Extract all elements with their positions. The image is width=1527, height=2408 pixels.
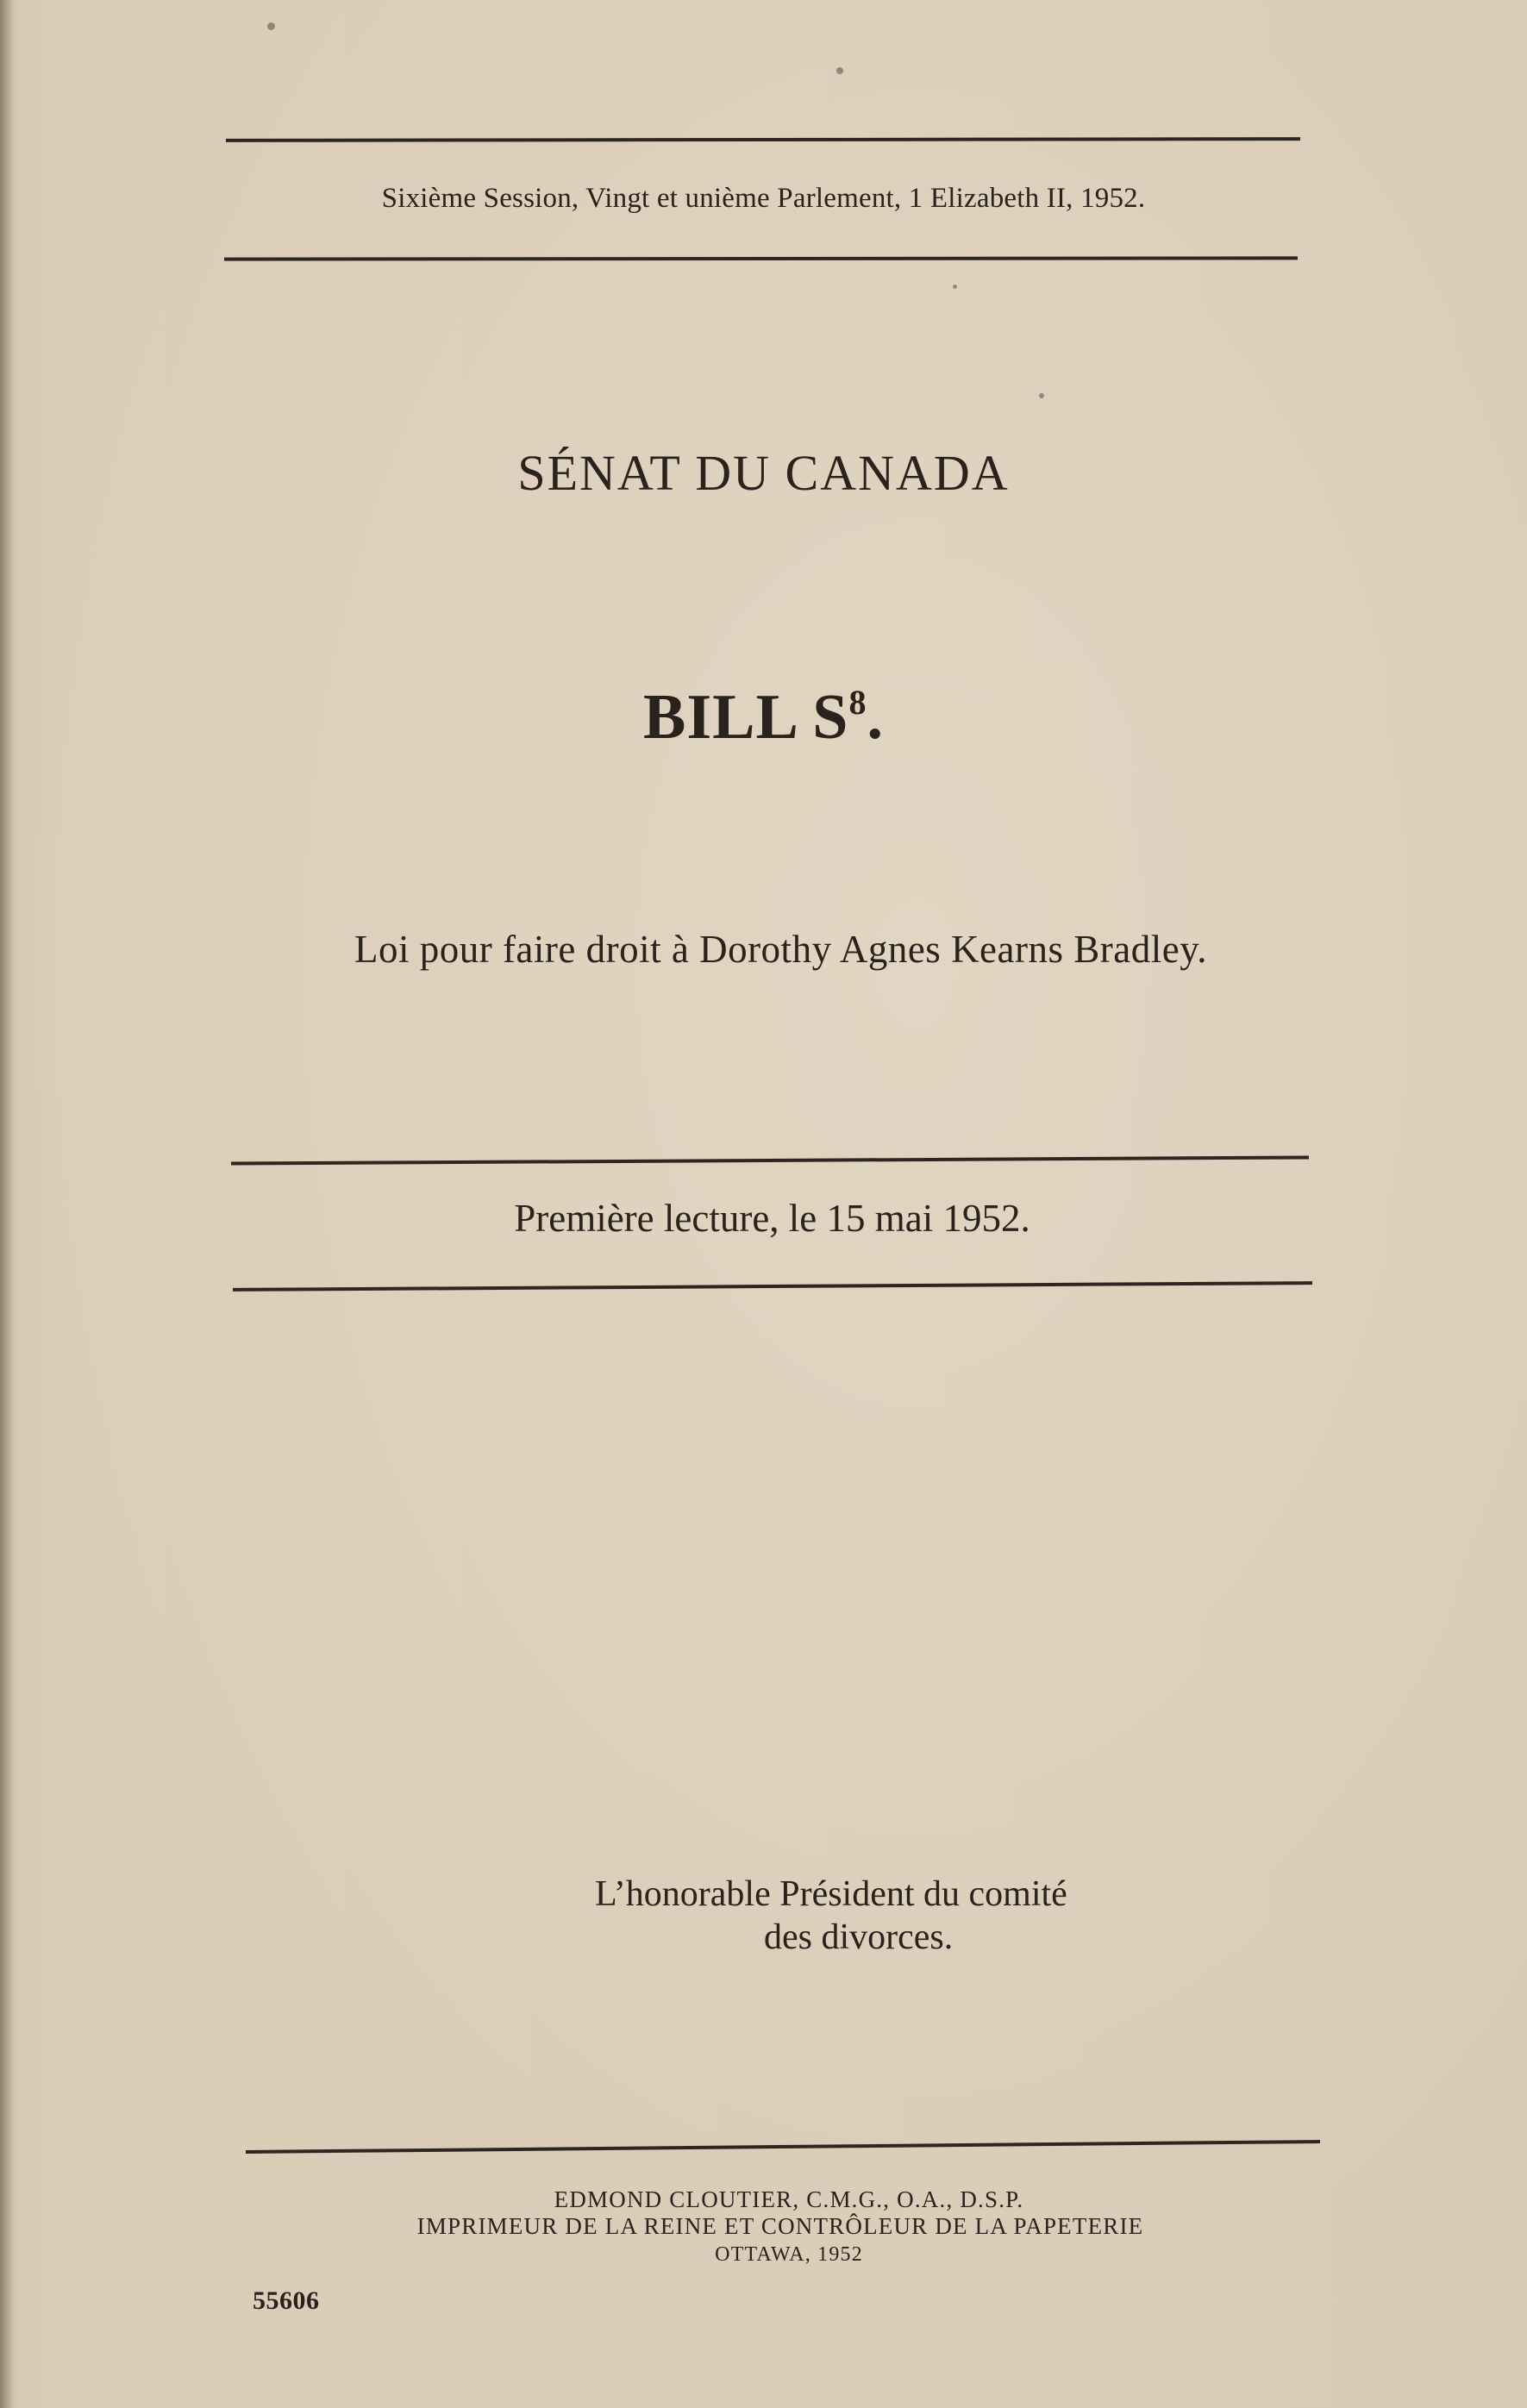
bill-label: BILL S — [643, 682, 849, 753]
printer-role: IMPRIMEUR DE LA REINE ET CONTRÔLEUR DE LA PAPETERIE — [416, 2213, 1144, 2239]
sponsor-line-1: L’honorable Président du comité — [595, 1874, 1067, 1914]
printer-place: OTTAWA, 1952 — [715, 2243, 863, 2266]
header-rule-bottom — [224, 256, 1298, 260]
printer-name: EDMOND CLOUTIER, C.M.G., O.A., D.S.P. — [554, 2186, 1024, 2212]
footer-rule — [246, 2140, 1320, 2154]
paper-speck — [836, 67, 843, 74]
first-reading: Première lecture, le 15 mai 1952. — [514, 1197, 1030, 1240]
bill-title: Loi pour faire droit à Dorothy Agnes Kearns Bradley. — [354, 928, 1208, 971]
bill-period: . — [867, 682, 884, 753]
paper-speck — [953, 285, 957, 289]
reading-rule-top — [231, 1156, 1309, 1166]
paper-speck — [1039, 393, 1044, 398]
bill-superscript: 8 — [848, 683, 867, 722]
bill-number — [0, 681, 1527, 754]
senate-heading: SÉNAT DU CANADA — [517, 445, 1010, 501]
print-number: 55606 — [253, 2286, 320, 2315]
reading-rule-bottom — [233, 1281, 1312, 1292]
sponsor-line-2: des divorces. — [764, 1917, 954, 1958]
session-line: Sixième Session, Vingt et unième Parlement, 1 Elizabeth II, 1952. — [381, 183, 1146, 214]
header-rule-top — [226, 137, 1300, 142]
sponsor — [595, 1873, 1250, 1960]
paper-speck — [267, 22, 275, 30]
